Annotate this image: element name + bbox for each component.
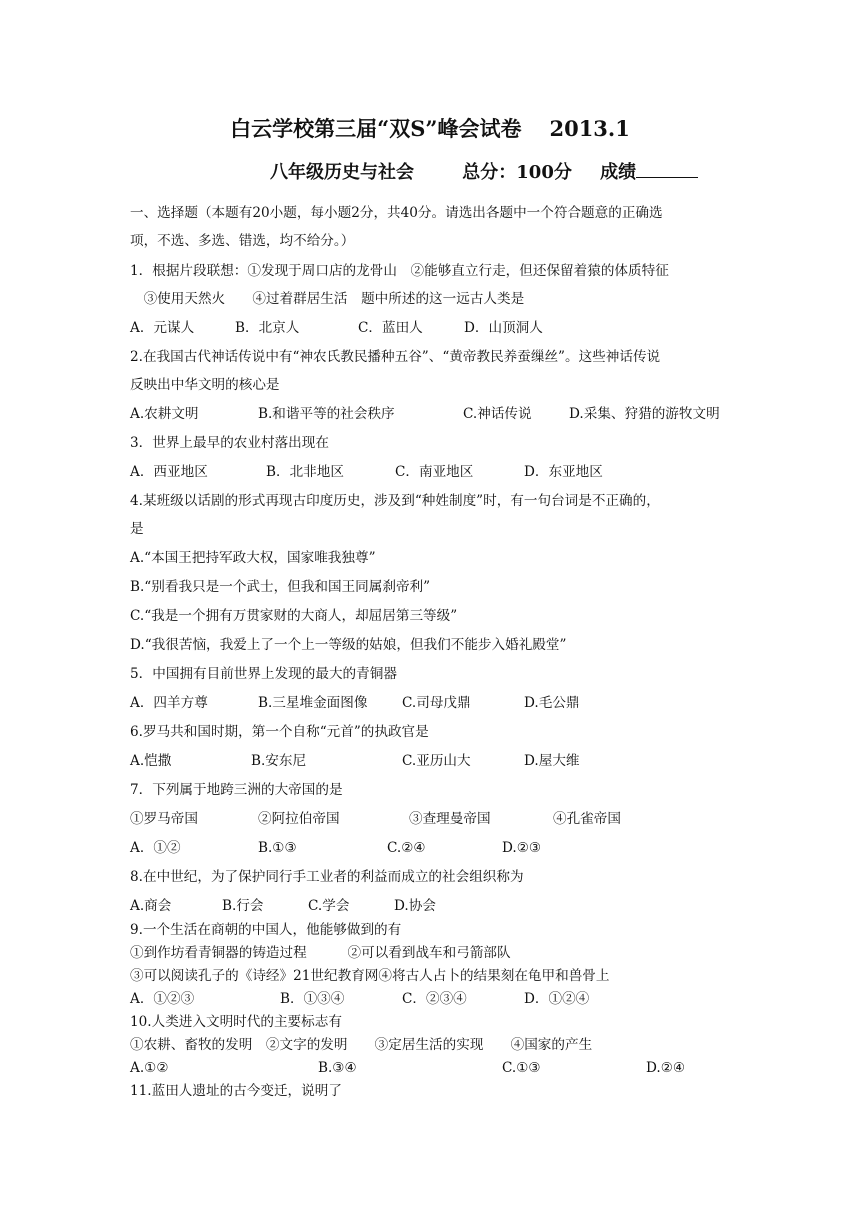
q4-option-b: B.“别看我只是一个武士，但我和国王同属刹帝利” xyxy=(130,579,431,595)
question-5-line: 5．中国拥有目前世界上发现的最大的青铜器 xyxy=(130,666,397,682)
q2-option-d: D.采集、狩猎的游牧文明 xyxy=(569,406,720,422)
q7-option-c: C.②④ xyxy=(387,840,426,856)
question-7-line: 7．下列属于地跨三洲的大帝国的是 xyxy=(130,782,343,798)
q1-option-c: C．蓝田人 xyxy=(358,320,423,336)
grade-blank xyxy=(636,161,698,178)
question-8-line: 8.在中世纪，为了保护同行手工业者的利益而成立的社会组织称为 xyxy=(130,869,524,885)
question-2-line: 反映出中华文明的核心是 xyxy=(130,377,280,393)
question-6-line: 6.罗马共和国时期，第一个自称“元首”的执政官是 xyxy=(130,724,429,740)
q6-option-b: B.安东尼 xyxy=(251,753,307,769)
q6-option-c: C.亚历山大 xyxy=(402,753,471,769)
q5-option-c: C.司母戊鼎 xyxy=(402,695,471,711)
q8-option-a: A.商会 xyxy=(130,898,172,914)
question-4-line: 是 xyxy=(130,521,144,537)
question-2-line: 2.在我国古代神话传说中有“神农氏教民播种五谷”、“黄帝教民养蚕缫丝”。这些神话传说 xyxy=(130,349,661,365)
section-intro-line: 项，不选、多选、错选，均不给分。） xyxy=(130,233,355,249)
q5-option-b: B.三星堆金面图像 xyxy=(258,695,368,711)
q9-option-c: C．②③④ xyxy=(402,991,467,1007)
q4-option-a: A.“本国王把持军政大权，国家唯我独尊” xyxy=(130,550,376,566)
q5-option-a: A．四羊方尊 xyxy=(130,695,208,711)
total-score: 总分：100分 xyxy=(462,162,572,183)
q9-statement-line: ③可以阅读孔子的《诗经》21世纪教育网④将古人占卜的结果刻在龟甲和兽骨上 xyxy=(130,968,610,984)
question-1-line: 1．根据片段联想：①发现于周口店的龙骨山 ②能够直立行走，但还保留着猿的体质特征 xyxy=(130,263,669,279)
q9-option-d: D．①②④ xyxy=(524,991,590,1007)
q7-item-4: ④孔雀帝国 xyxy=(553,811,621,827)
grade-label: 成绩 xyxy=(600,158,698,184)
q10-option-d: D.②④ xyxy=(646,1060,686,1076)
q7-item-1: ①罗马帝国 xyxy=(130,811,198,827)
section-intro-line: 一、选择题（本题有20小题，每小题2分，共40分。请选出各题中一个符合题意的正确选 xyxy=(130,205,663,221)
q7-option-a: A．①② xyxy=(130,840,181,856)
q1-option-a: A．元谋人 xyxy=(130,320,195,336)
q3-option-b: B．北非地区 xyxy=(266,464,344,480)
q7-option-d: D.②③ xyxy=(502,840,542,856)
q9-statement-line: ①到作坊看青铜器的铸造过程 ②可以看到战车和弓箭部队 xyxy=(130,945,511,961)
q6-option-a: A.恺撒 xyxy=(130,753,172,769)
q1-option-d: D．山顶洞人 xyxy=(464,320,543,336)
q10-statement-line: ①农耕、畜牧的发明 ②文字的发明 ③定居生活的实现 ④国家的产生 xyxy=(130,1037,593,1053)
q3-option-a: A．西亚地区 xyxy=(130,464,208,480)
q4-option-c: C.“我是一个拥有万贯家财的大商人，却屈居第三等级” xyxy=(130,608,458,624)
question-10-line: 10.人类进入文明时代的主要标志有 xyxy=(130,1014,342,1030)
q2-option-c: C.神话传说 xyxy=(463,406,532,422)
q4-option-d: D.“我很苦恼，我爱上了一个上一等级的姑娘，但我们不能步入婚礼殿堂” xyxy=(130,637,567,653)
q8-option-d: D.协会 xyxy=(394,898,436,914)
q2-option-a: A.农耕文明 xyxy=(130,406,199,422)
question-3-line: 3．世界上最早的农业村落出现在 xyxy=(130,435,329,451)
q9-option-a: A．①②③ xyxy=(130,991,195,1007)
q7-item-3: ③查理曼帝国 xyxy=(409,811,491,827)
question-1-line: ③使用天然火 ④过着群居生活 题中所述的这一远古人类是 xyxy=(130,291,525,307)
subject-label: 八年级历史与社会 xyxy=(270,162,414,183)
exam-title: 白云学校第三届“双S”峰会试卷 xyxy=(230,116,522,141)
exam-date: 2013.1 xyxy=(549,116,630,141)
question-9-line: 9.一个生活在商朝的中国人，他能够做到的有 xyxy=(130,922,402,938)
q2-option-b: B.和谐平等的社会秩序 xyxy=(258,406,395,422)
question-4-line: 4.某班级以话剧的形式再现古印度历史，涉及到“种姓制度”时，有一句台词是不正确的， xyxy=(130,493,660,509)
exam-subtitle xyxy=(270,158,698,184)
q5-option-d: D.毛公鼎 xyxy=(524,695,580,711)
q9-option-b: B．①③④ xyxy=(280,991,345,1007)
q10-option-c: C.①③ xyxy=(502,1060,541,1076)
q7-option-b: B.①③ xyxy=(258,840,297,856)
q8-option-c: C.学会 xyxy=(308,898,350,914)
q7-item-2: ②阿拉伯帝国 xyxy=(258,811,340,827)
q8-option-b: B.行会 xyxy=(222,898,264,914)
page-title xyxy=(0,113,860,143)
q3-option-c: C．南亚地区 xyxy=(395,464,474,480)
q10-option-a: A.①② xyxy=(130,1060,169,1076)
q10-option-b: B.③④ xyxy=(318,1060,357,1076)
q6-option-d: D.屋大维 xyxy=(524,753,580,769)
q1-option-b: B．北京人 xyxy=(235,320,300,336)
q3-option-d: D．东亚地区 xyxy=(524,464,603,480)
question-11-line: 11.蓝田人遗址的古今变迁，说明了 xyxy=(130,1083,342,1099)
